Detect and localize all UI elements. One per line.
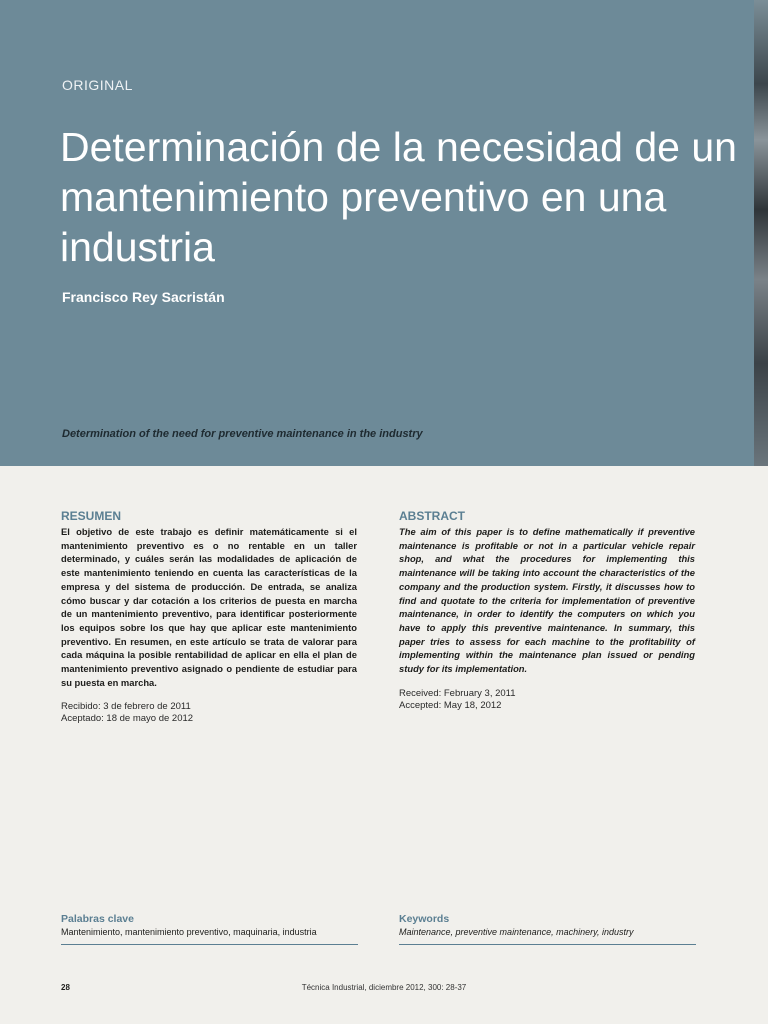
journal-citation: Técnica Industrial, diciembre 2012, 300: 28-37 xyxy=(301,983,467,992)
keywords-es-text: Mantenimiento, mantenimiento preventivo, maquinaria, industria xyxy=(61,927,317,937)
section-label: ORIGINAL xyxy=(62,77,133,93)
abstract-dates xyxy=(399,688,695,712)
resumen-heading: RESUMEN xyxy=(61,509,122,523)
article-title: Determinación de la necesidad de un mantenimiento preventivo en una industria xyxy=(60,124,737,270)
accepted-date-es: Aceptado: 18 de mayo de 2012 xyxy=(61,713,194,725)
keywords-en-heading: Keywords xyxy=(399,913,450,925)
keywords-en xyxy=(399,913,696,945)
author-name: Francisco Rey Sacristán xyxy=(62,289,225,305)
abstract-column xyxy=(399,509,695,712)
received-date-en: Received: February 3, 2011 xyxy=(399,687,516,699)
abstract-heading: ABSTRACT xyxy=(399,509,465,523)
resumen-column xyxy=(61,509,357,725)
page-number: 28 xyxy=(61,983,70,992)
resumen-dates xyxy=(61,701,357,725)
keywords-es xyxy=(61,913,358,945)
resumen-text: El objetivo de este trabajo es definir matemáticamente si el mantenimiento preventivo es o no rentable en un taller determinado, y cuáles serán las modalidades de aplicación de este mantenimiento teniendo en cuenta las características de la empresa y del sistema de producción. De entrada, se analiza cómo buscar y dar cotación a los criterios de puesta en marcha de un mantenimiento preventivo, para identificar posteriormente los equipos sobre los que hay que aplicar este mantenimiento preventivo. En resumen, en este artículo se trata de valorar para cada máquina la posible rentabilidad de aplicar en ella el plan de mantenimiento preventivo asignado o pendiente de estudiar para su puesta en marcha. xyxy=(61,526,357,688)
keywords-en-text: Maintenance, preventive maintenance, machinery, industry xyxy=(399,927,634,937)
keywords-es-heading: Palabras clave xyxy=(61,913,134,925)
received-date-es: Recibido: 3 de febrero de 2011 xyxy=(61,701,191,713)
english-title: Determination of the need for preventive maintenance in the industry xyxy=(62,428,423,440)
title-banner xyxy=(0,0,768,466)
accepted-date-en: Accepted: May 18, 2012 xyxy=(399,699,502,711)
abstract-text: The aim of this paper is to define mathematically if preventive maintenance is profitable or not in a particular vehicle repair shop, and what the procedures for implementing this maintenance will be taking into account the characteristics of the company and the production system. Firstly, it discusses how to find and quotate to the criteria for implementation of preventive maintenance, in order to identify the computers on which you have to apply this preventive maintenance. In summary, this paper tries to assess for each machine to the profitability of implementing within the maintenance plan issued or pending study for its implementation. xyxy=(399,526,695,675)
banner-photo-edge xyxy=(754,0,768,466)
